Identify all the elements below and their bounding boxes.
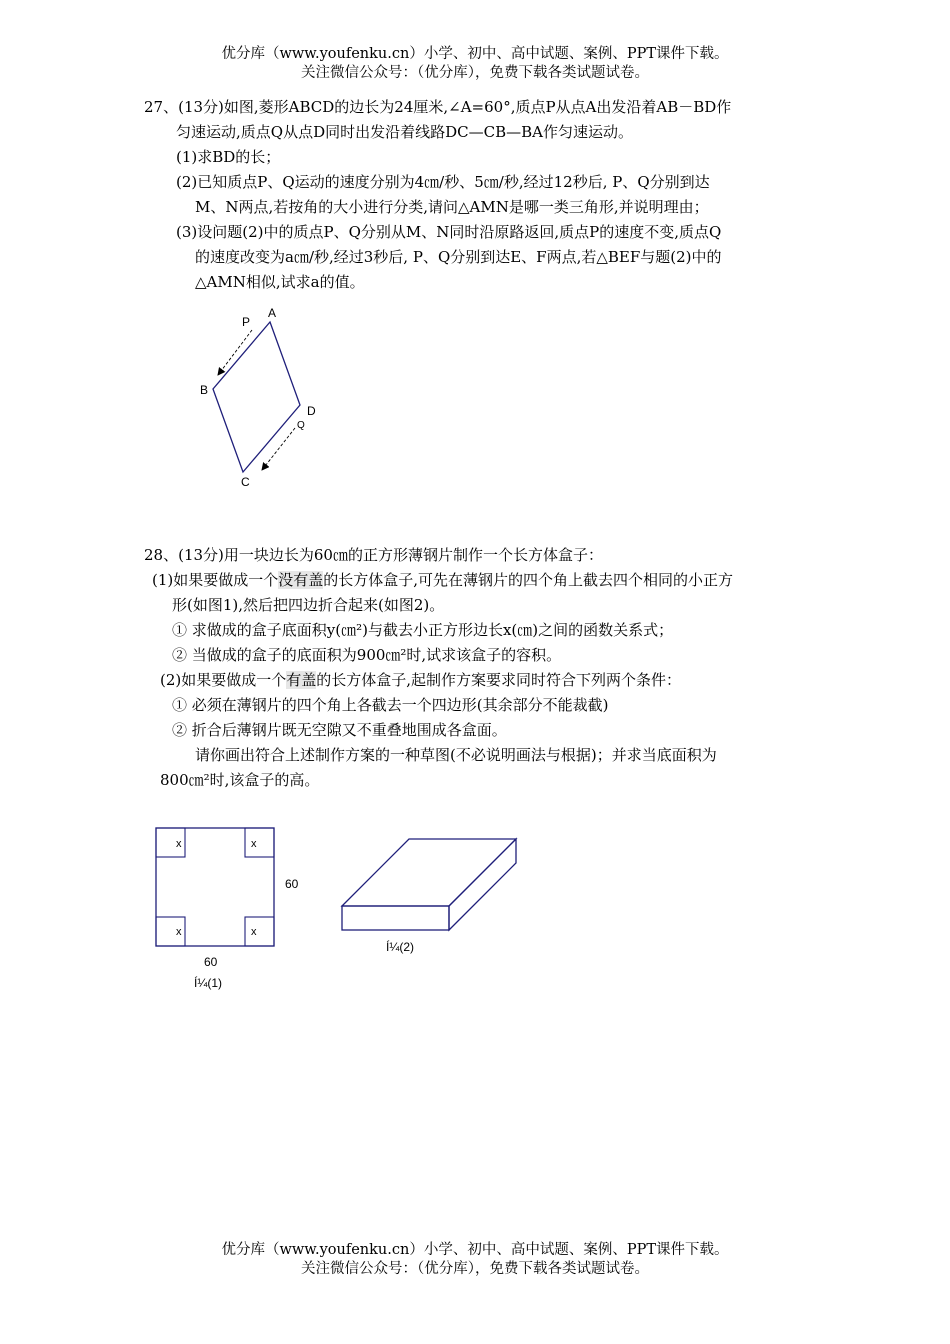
- fig1-bottom-length: 60: [204, 955, 218, 969]
- label-c: C: [241, 475, 250, 489]
- q27-part1: (1)求BD的长；: [176, 148, 281, 166]
- fig2-caption: Í¼(2): [386, 940, 415, 954]
- page-footer-line2: 关注微信公众号：（优分库），免费下载各类试题试卷。: [301, 1261, 649, 1277]
- fig1-x-bottomright: x: [251, 926, 257, 938]
- page-header-line2: 关注微信公众号：（优分库），免费下载各类试题试卷。: [301, 65, 649, 81]
- page-header-line1: 优分库（www.youfenku.cn）小学、初中、高中试题、案例、PPT课件下载。: [221, 46, 729, 62]
- label-b: B: [200, 383, 209, 397]
- label-q: Q: [297, 420, 305, 431]
- q27-part2a: (2)已知质点P、Q运动的速度分别为4㎝/秒、5㎝/秒,经过12秒后, P、Q分别到达: [176, 173, 710, 191]
- q28-part1-post: 的长方体盒子,可先在薄钢片的四个角上截去四个相同的小正方: [323, 571, 734, 589]
- q28-part3b: 800㎝²时,该盒子的高。: [160, 771, 320, 789]
- q28-part2-highlight: 有盖: [286, 671, 317, 689]
- q28-part2-pre: (2)如果要做成一个: [160, 671, 287, 689]
- fig1-x-topleft: x: [176, 838, 182, 850]
- q28-item3: ① 必须在薄钢片的四个角上各截去一个四边形(其余部分不能裁截): [172, 696, 609, 714]
- label-p: P: [242, 315, 251, 329]
- q28-item1: ① 求做成的盒子底面积y(㎝²)与截去小正方形边长x(㎝)之间的函数关系式；: [172, 621, 674, 639]
- fig1-x-topright: x: [251, 838, 257, 850]
- q28-part3a: 请你画出符合上述制作方案的一种草图(不必说明画法与根据)；并求当底面积为: [195, 746, 717, 764]
- label-d: D: [307, 404, 316, 418]
- fig1-x-bottomleft: x: [176, 926, 182, 938]
- q27-part2b: M、N两点,若按角的大小进行分类,请问△AMN是哪一类三角形,并说明理由；: [195, 198, 709, 216]
- q27-line2: 匀速运动,质点Q从点D同时出发沿着线路DC—CB—BA作匀速运动。: [176, 123, 633, 141]
- q27-part3c: △AMN相似,试求a的值。: [195, 273, 365, 291]
- q27-line1: 27、(13分)如图,菱形ABCD的边长为24厘米,∠A=60°,质点P从点A出发沿着AB－BD作: [144, 98, 732, 116]
- q28-part2-post: 的长方体盒子,起制作方案要求同时符合下列两个条件：: [316, 671, 682, 689]
- q27-part3b: 的速度改变为a㎝/秒,经过3秒后, P、Q分别到达E、F两点,若△BEF与题(2)中的: [195, 248, 722, 266]
- fig1-side-length: 60: [285, 877, 299, 891]
- page-footer-line1: 优分库（www.youfenku.cn）小学、初中、高中试题、案例、PPT课件下载。: [221, 1242, 729, 1258]
- figure-2-box: [342, 839, 516, 930]
- q28-item4: ② 折合后薄钢片既无空隙又不重叠地围成各盒面。: [172, 721, 507, 739]
- q28-part1b: 形(如图1),然后把四边折合起来(如图2)。: [172, 596, 445, 614]
- q27-part3a: (3)设问题(2)中的质点P、Q分别从M、N同时沿原路返回,质点P的速度不变,质点Q: [176, 223, 722, 241]
- figure-1-sheet: [156, 828, 299, 990]
- q28-part1-pre: (1)如果要做成一个: [152, 571, 279, 589]
- label-a: A: [268, 306, 277, 320]
- q28-part1-highlight: 没有盖: [278, 571, 324, 589]
- q28-line1: 28、(13分)用一块边长为60㎝的正方形薄钢片制作一个长方体盒子：: [144, 546, 603, 564]
- fig1-caption: Í¼(1): [194, 976, 223, 990]
- q28-item2: ② 当做成的盒子的底面积为900㎝²时,试求该盒子的容积。: [172, 646, 562, 664]
